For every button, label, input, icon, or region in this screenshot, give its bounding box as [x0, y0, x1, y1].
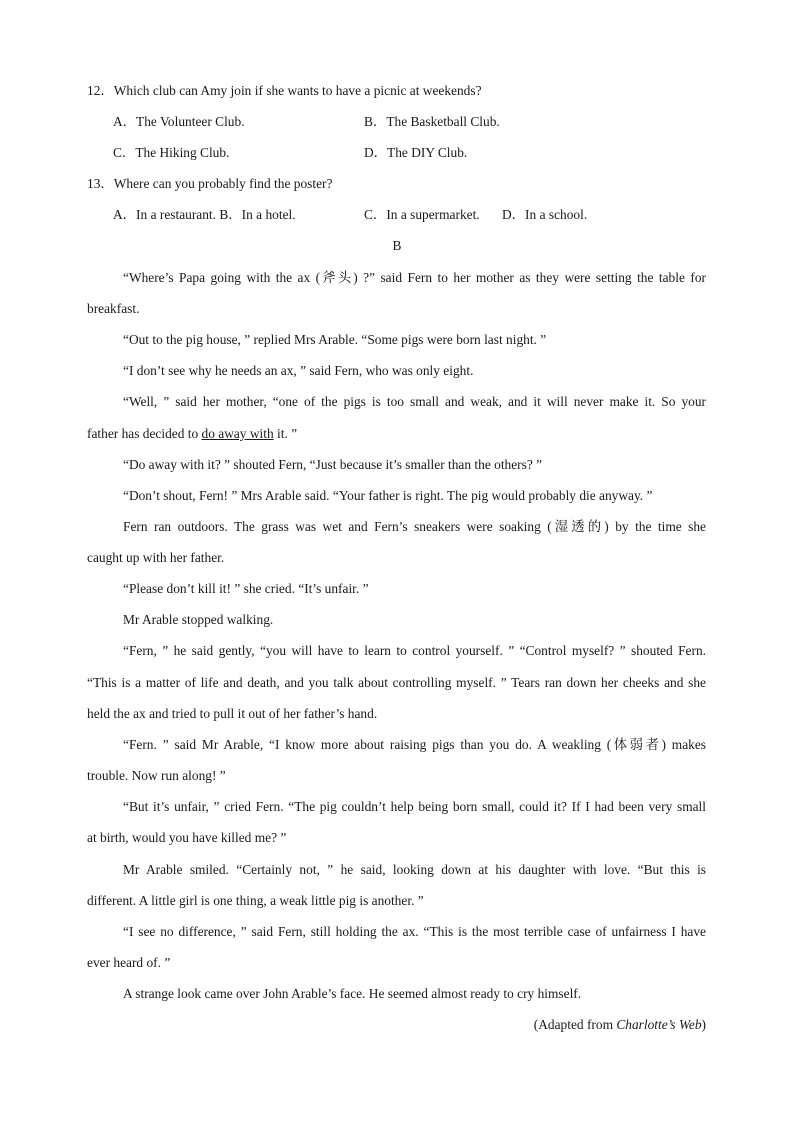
- passage-line-17: trouble. Now run along! ”: [87, 768, 226, 783]
- passage-line-4: “I don’t see why he needs an ax, ” said Fern, who was only eight.: [123, 363, 474, 378]
- q12-option-c: C．The Hiking Club.: [113, 145, 230, 160]
- passage-line-5: “Well, ” said her mother, “one of the pigs is too small and weak, and it will never make it. So your: [123, 394, 706, 409]
- passage-line-16: “Fern. ” said Mr Arable, “I know more about raising pigs than you do. A weakling (体弱者) makes: [123, 737, 706, 752]
- q12-option-b: B．The Basketball Club.: [364, 114, 500, 129]
- passage-line-19: at birth, would you have killed me? ”: [87, 830, 287, 845]
- source-prefix: (Adapted from: [533, 1017, 617, 1032]
- passage-line-12: Mr Arable stopped walking.: [123, 612, 274, 627]
- question-13-stem: 13．Where can you probably find the poster?: [87, 176, 333, 191]
- passage-line-23: ever heard of. ”: [87, 955, 171, 970]
- passage-line-24: A strange look came over John Arable’s face. He seemed almost ready to cry himself.: [123, 986, 582, 1001]
- source-title: Charlotte’s Web: [616, 1017, 702, 1032]
- passage-line-18: “But it’s unfair, ” cried Fern. “The pig couldn’t help being born small, could it? If I had been very small: [123, 799, 706, 814]
- passage-line-2: breakfast.: [87, 301, 140, 316]
- passage-line-1: “Where’s Papa going with the ax (斧头) ?” said Fern to her mother as they were setting the table for: [123, 270, 706, 285]
- passage-line-21: different. A little girl is one thing, a weak little pig is another. ”: [87, 893, 424, 908]
- passage-line-10: caught up with her father.: [87, 550, 225, 565]
- passage-line-3: “Out to the pig house, ” replied Mrs Arable. “Some pigs were born last night. ”: [123, 332, 547, 347]
- q13-option-a-b: A．In a restaurant. B．In a hotel.: [113, 207, 296, 222]
- q13-option-d: D．In a school.: [502, 207, 588, 222]
- passage-line-9: Fern ran outdoors. The grass was wet and Fern’s sneakers were soaking (湿透的) by the time she: [123, 519, 706, 534]
- passage-line-11: “Please don’t kill it! ” she cried. “It’s unfair. ”: [123, 581, 369, 596]
- passage-line-6-after: it. ”: [273, 426, 298, 441]
- q12-option-d: D．The DIY Club.: [364, 145, 468, 160]
- passage-line-8: “Don’t shout, Fern! ” Mrs Arable said. “Your father is right. The pig would probably die anyway. ”: [123, 488, 653, 503]
- q12-option-a: A．The Volunteer Club.: [113, 114, 245, 129]
- passage-line-20: Mr Arable smiled. “Certainly not, ” he said, looking down at his daughter with love. “But this is: [123, 862, 706, 877]
- question-12-stem: 12．Which club can Amy join if she wants to have a picnic at weekends?: [87, 83, 482, 98]
- passage-line-22: “I see no difference, ” said Fern, still holding the ax. “This is the most terrible case of unfairness I have: [123, 924, 706, 939]
- section-heading: B: [392, 238, 402, 253]
- passage-line-7: “Do away with it? ” shouted Fern, “Just because it’s smaller than the others? ”: [123, 457, 543, 472]
- passage-line-6: [87, 425, 706, 443]
- passage-line-14: “This is a matter of life and death, and you talk about controlling myself. ” Tears ran down her cheeks and she: [87, 675, 706, 690]
- source-attribution: [87, 1016, 706, 1034]
- source-suffix: ): [701, 1017, 706, 1032]
- passage-line-13: “Fern, ” he said gently, “you will have to learn to control yourself. ” “Control myself? ” shouted Fern.: [123, 643, 706, 658]
- passage-line-6-before: father has decided to: [87, 426, 202, 441]
- underlined-phrase: do away with: [201, 426, 274, 441]
- passage-line-15: held the ax and tried to pull it out of her father’s hand.: [87, 706, 378, 721]
- q13-option-c: C．In a supermarket.: [364, 207, 480, 222]
